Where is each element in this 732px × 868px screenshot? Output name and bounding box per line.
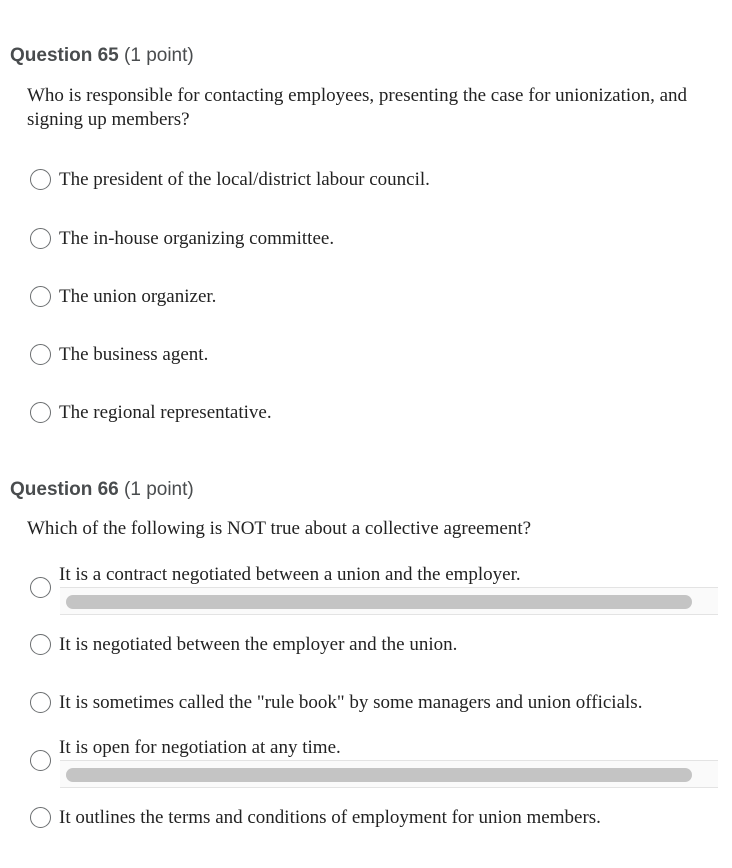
- bar-fill: [66, 768, 692, 782]
- option-label: The president of the local/district labour council.: [59, 169, 430, 190]
- radio-button[interactable]: [30, 344, 51, 365]
- question-66-text: Which of the following is NOT true about a collective agreement?: [27, 518, 532, 539]
- question-65-text: Who is responsible for contacting employees, presenting the case for unionization, and signing up members?: [27, 85, 688, 130]
- radio-button[interactable]: [30, 750, 51, 771]
- radio-button[interactable]: [30, 286, 51, 307]
- bar-fill: [66, 595, 692, 609]
- radio-button[interactable]: [30, 169, 51, 190]
- option-label: The regional representative.: [59, 402, 272, 423]
- question-number: Question 65: [10, 45, 119, 66]
- radio-button[interactable]: [30, 402, 51, 423]
- response-placeholder-bar: [60, 587, 718, 615]
- radio-button[interactable]: [30, 577, 51, 598]
- radio-button[interactable]: [30, 228, 51, 249]
- option-label: It is a contract negotiated between a union and the employer.: [59, 564, 521, 585]
- radio-button[interactable]: [30, 807, 51, 828]
- question-number: Question 66: [10, 479, 119, 500]
- question-66-header: [10, 479, 194, 501]
- option-label: The in-house organizing committee.: [59, 228, 335, 249]
- question-points: (1 point): [124, 45, 194, 66]
- response-placeholder-bar: [60, 760, 718, 788]
- option-label: It outlines the terms and conditions of employment for union members.: [59, 807, 601, 828]
- option-label: The business agent.: [59, 344, 209, 365]
- radio-button[interactable]: [30, 634, 51, 655]
- radio-button[interactable]: [30, 692, 51, 713]
- option-label: The union organizer.: [59, 286, 217, 307]
- option-label: It is open for negotiation at any time.: [59, 737, 341, 758]
- question-points: (1 point): [124, 479, 194, 500]
- option-label: It is negotiated between the employer and the union.: [59, 634, 458, 655]
- question-65-header: [10, 45, 194, 67]
- option-label: It is sometimes called the "rule book" by some managers and union officials.: [59, 692, 643, 713]
